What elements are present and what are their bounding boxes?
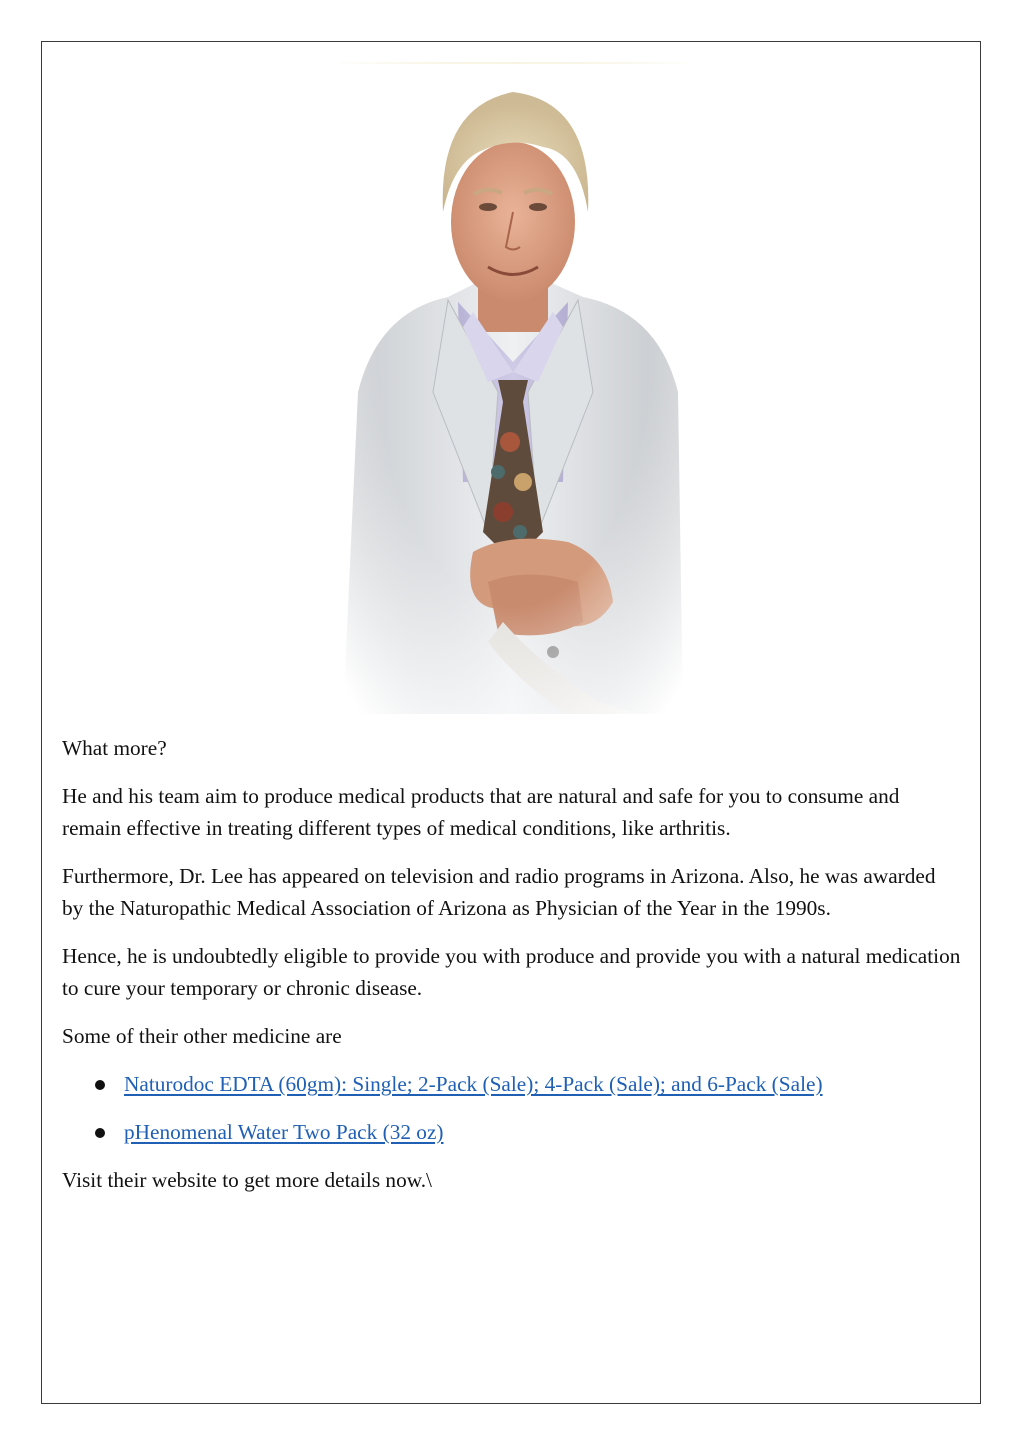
- portrait-photo: [338, 62, 688, 714]
- paragraph-other-medicine: Some of their other medicine are: [62, 1024, 342, 1048]
- paragraph-visit-website: Visit their website to get more details now.\: [62, 1168, 432, 1192]
- naturodoc-edta-link[interactable]: Naturodoc EDTA (60gm): Single; 2-Pack (Sale); 4-Pack (Sale); and 6-Pack (Sale): [124, 1072, 823, 1096]
- bullet-dot-icon: [95, 1080, 105, 1090]
- paragraph-what-more: What more?: [62, 736, 167, 760]
- paragraph-eligible: Hence, he is undoubtedly eligible to provide you with produce and provide you with a natural medication to cure your temporary or chronic disease.: [62, 944, 961, 1000]
- paragraph-team-aim: He and his team aim to produce medical products that are natural and safe for you to consume and remain effective in treating different types of medical conditions, like arthritis.: [62, 784, 900, 840]
- paragraph-dr-lee: Furthermore, Dr. Lee has appeared on television and radio programs in Arizona. Also, he was awarded by the Naturopathic Medical Association of Arizona as Physician of the Year in the 1990s.: [62, 864, 936, 920]
- article-body: [62, 732, 962, 1212]
- list-item: [62, 1116, 962, 1148]
- bullet-dot-icon: [95, 1128, 105, 1138]
- list-item: [62, 1068, 962, 1100]
- phenomenal-water-link[interactable]: pHenomenal Water Two Pack (32 oz): [124, 1120, 444, 1144]
- product-link-list: [62, 1068, 962, 1148]
- document-page: [41, 41, 981, 1404]
